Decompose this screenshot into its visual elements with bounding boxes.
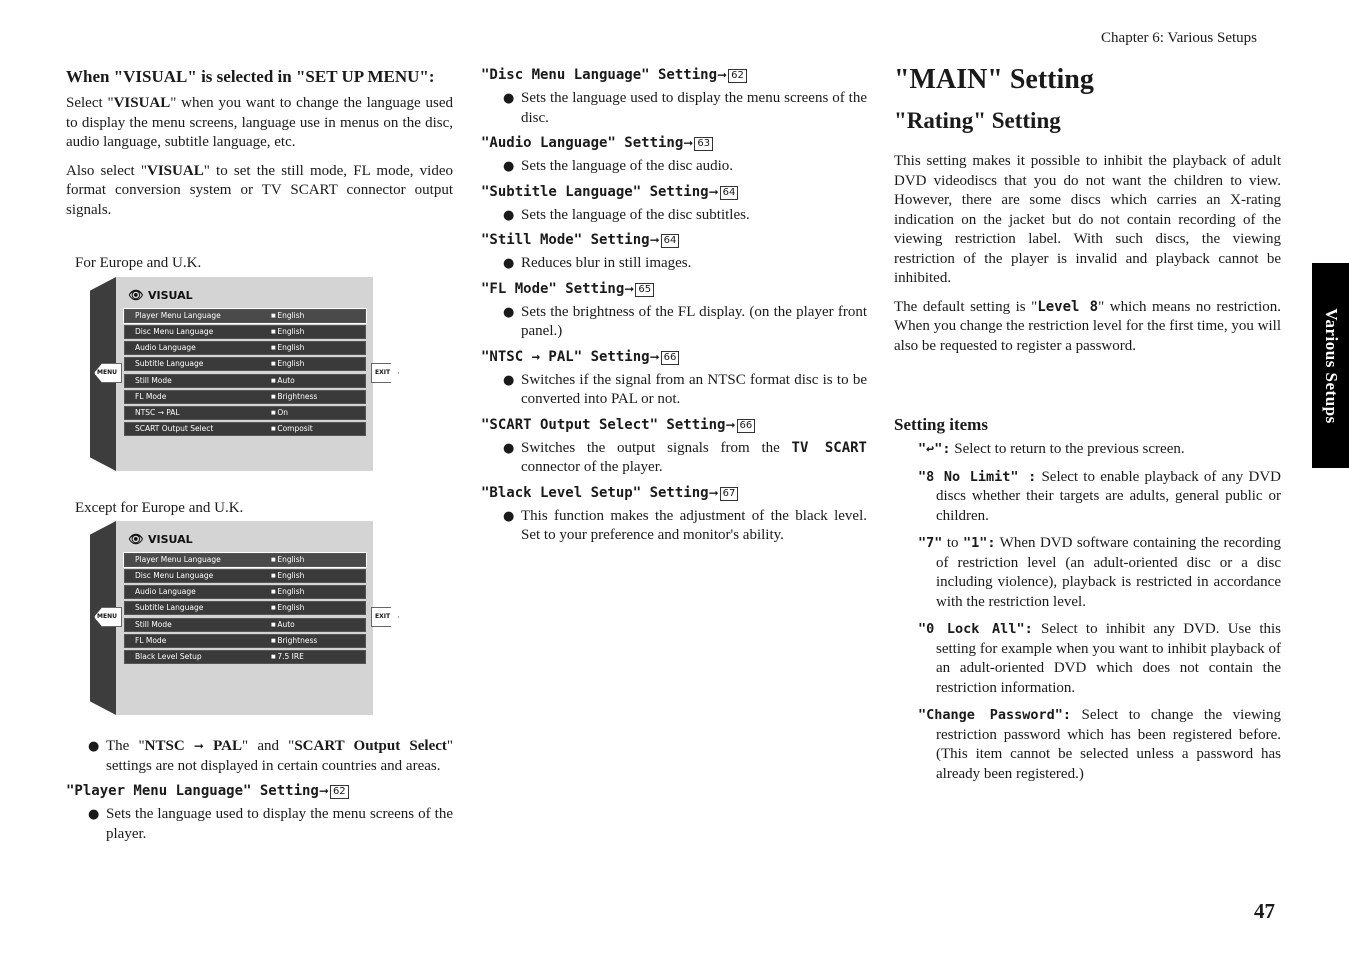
visual-section-heading: When "VISUAL" is selected in "SET UP MENU":: [66, 67, 435, 86]
setting-item: [894, 620, 1281, 698]
menu-row[interactable]: [124, 309, 366, 323]
desc-emphasis: TV SCART: [791, 439, 867, 456]
setting-heading-text: "Still Mode" Setting: [481, 232, 650, 248]
setting-heading: [481, 231, 867, 250]
menu-row-label: Subtitle Language: [135, 359, 204, 368]
setting-item-key: "0 Lock All":: [918, 621, 1033, 637]
setting-heading: [481, 66, 867, 85]
menu-row[interactable]: [124, 553, 366, 567]
setting-item-key: "↩":: [918, 441, 951, 457]
menu-row-value: ■ English: [271, 586, 304, 598]
setting-description: ● Sets the language of the disc subtitles.: [481, 206, 867, 226]
setting-heading: [481, 348, 867, 367]
region-label-other: Except for Europe and U.K.: [75, 500, 244, 516]
menu-row[interactable]: [124, 569, 366, 583]
page-ref: 62: [330, 785, 349, 799]
visual-also-paragraph: Also select "VISUAL" to set the still mode, FL mode, video format conversion system or TV SCART connector output signals.: [66, 162, 454, 218]
menu-row-value: ■ On: [271, 407, 288, 419]
menu-row-label: Disc Menu Language: [135, 327, 214, 336]
menu-row[interactable]: [124, 341, 366, 355]
menu-row-label: Disc Menu Language: [135, 571, 214, 580]
setting-item-key: "7": [918, 535, 943, 551]
menu-row-value: ■ English: [271, 310, 304, 322]
setting-description: [481, 439, 867, 478]
setting-items-heading: Setting items: [894, 415, 988, 434]
eye-icon: 👁: [128, 532, 144, 546]
menu-row[interactable]: [124, 585, 366, 599]
menu-row-label: Audio Language: [135, 587, 196, 596]
menu-row-label: Player Menu Language: [135, 311, 221, 320]
setting-description: ● This function makes the adjustment of the black level. Set to your preference and monitor's ability.: [481, 507, 867, 546]
setting-heading-text: "SCART Output Select" Setting: [481, 416, 726, 433]
setting-item-joiner: to: [942, 535, 963, 551]
menu-row-label: Still Mode: [135, 376, 172, 385]
setting-heading-text: "Black Level Setup" Setting: [481, 484, 709, 501]
setting-item-desc: Select to inhibit any DVD. Use this setting for example when you want to inhibit playback of an adult-oriented DVD which does not contain the restriction information.: [936, 621, 1281, 696]
desc-part: Switches the output signals from the: [521, 439, 792, 456]
column-right: [894, 62, 1281, 792]
page-ref: 63: [694, 137, 713, 151]
setting-heading: [481, 134, 867, 153]
setting-item-key: "8 No Limit" :: [918, 468, 1037, 485]
setting-item: [894, 706, 1281, 784]
setting-description: ● Reduces blur in still images.: [481, 254, 867, 274]
menu-row-value: ■ Brightness: [271, 391, 317, 403]
setting-item-desc: Select to change the viewing restriction password which has been registered before. (This item cannot be selected unless a password has already been registered.): [936, 707, 1281, 782]
exit-button-label: EXIT: [375, 369, 391, 376]
menu-button-label: MENU: [97, 613, 117, 620]
setting-item-desc: Select to return to the previous screen.: [954, 441, 1185, 457]
page-ref: 64: [720, 186, 739, 200]
menu-row-value: ■ English: [271, 602, 304, 614]
page-number: 47: [1254, 899, 1275, 923]
visual-menu-screen-other: [90, 521, 391, 715]
setting-description: ● Sets the language used to display the menu screens of the disc.: [481, 89, 867, 128]
exit-button-label: EXIT: [375, 613, 391, 620]
menu-row-label: Still Mode: [135, 620, 172, 629]
menu-row[interactable]: [124, 618, 366, 632]
menu-row-label: SCART Output Select: [135, 424, 214, 433]
menu-row-value: ■ Composit: [271, 423, 313, 435]
setting-items-list: [894, 440, 1281, 784]
arrow-icon: ➞: [624, 281, 635, 296]
menu-row-value: ■ English: [271, 358, 304, 370]
menu-row-value: ■ Brightness: [271, 635, 317, 647]
menu-row[interactable]: [124, 650, 366, 664]
arrow-icon: ➞: [683, 136, 694, 150]
menu-row-value: ■ English: [271, 570, 304, 582]
menu-row[interactable]: [124, 634, 366, 648]
menu-row-value: ■ Auto: [271, 375, 295, 387]
menu-row-label: Subtitle Language: [135, 603, 204, 612]
player-menu-language-heading: "Player Menu Language" Setting➞ 62: [66, 782, 453, 801]
menu-row[interactable]: [124, 374, 366, 388]
column-left: [66, 66, 453, 229]
main-setting-title: "MAIN" Setting: [894, 64, 1094, 95]
menu-rows: [124, 553, 366, 666]
setting-heading: [481, 183, 867, 202]
arrow-icon: ➞: [725, 417, 736, 432]
player-menu-language-desc: ● Sets the language used to display the menu screens of the player.: [66, 805, 453, 844]
page-ref: 67: [720, 487, 739, 501]
setting-heading-text: "NTSC → PAL" Setting: [481, 348, 650, 365]
menu-row-label: NTSC → PAL: [135, 408, 180, 417]
chapter-header: Chapter 6: Various Setups: [1101, 30, 1257, 46]
menu-row-value: ■ English: [271, 342, 304, 354]
desc-part: connector of the player.: [521, 459, 663, 475]
setting-item: [894, 440, 1281, 460]
menu-row-label: FL Mode: [135, 636, 167, 645]
menu-title: 👁 VISUAL: [124, 288, 193, 302]
menu-row[interactable]: [124, 357, 366, 371]
side-tab: Various Setups: [1312, 263, 1349, 468]
menu-rows: [124, 309, 366, 438]
menu-row[interactable]: [124, 325, 366, 339]
setting-heading: [481, 484, 867, 503]
setting-heading-text: "FL Mode" Setting: [481, 280, 625, 297]
page-ref: 62: [728, 69, 747, 83]
rating-intro-paragraph: This setting makes it possible to inhibit the playback of adult DVD videodiscs that you do not want the children to view. However, there are some discs which carries an X-rating indication on the jacket but do not contain recording of the viewing restriction label. With such discs, the viewing restriction of the player is invalid and playback cannot be inhibited.: [894, 153, 1281, 286]
menu-row-label: Black Level Setup: [135, 652, 202, 661]
region-label-europe: For Europe and U.K.: [75, 255, 202, 271]
arrow-icon: ➞: [649, 233, 660, 247]
menu-row-value: ■ 7.5 IRE: [271, 651, 304, 663]
rating-setting-title: "Rating" Setting: [894, 108, 1061, 133]
menu-row[interactable]: [124, 422, 366, 436]
setting-heading-text: "Subtitle Language" Setting: [481, 183, 709, 200]
page-ref: 64: [661, 234, 680, 248]
menu-row[interactable]: [124, 390, 366, 404]
page-ref: 66: [661, 351, 680, 365]
ntsc-scart-note: ● The "NTSC ➞ PAL" and "SCART Output Select" settings are not displayed in certain countries and areas.: [66, 737, 453, 776]
setting-description: ● Sets the language of the disc audio.: [481, 157, 867, 177]
eye-icon: 👁: [128, 288, 144, 302]
arrow-icon: ➞: [708, 184, 719, 199]
visual-menu-screen-europe: [90, 277, 391, 471]
column-left-lower: [66, 737, 453, 848]
setting-heading-text: "Audio Language" Setting: [481, 135, 684, 151]
page-ref: 66: [737, 419, 756, 433]
arrow-icon: ➞: [717, 68, 728, 82]
setting-item-key: "Change Password":: [918, 707, 1072, 723]
setting-item: [894, 534, 1281, 612]
menu-row[interactable]: [124, 601, 366, 615]
menu-title: 👁 VISUAL: [124, 532, 193, 546]
setting-heading: [481, 416, 867, 435]
menu-row-value: ■ English: [271, 326, 304, 338]
menu-row-value: ■ Auto: [271, 619, 295, 631]
setting-item-desc: When DVD software containing the recording of restriction level (an adult-oriented disc or a disc including violence), playback is restricted in accordance with the restriction level.: [936, 535, 1281, 610]
menu-row-value: ■ English: [271, 554, 304, 566]
visual-intro-paragraph: Select "VISUAL" when you want to change the language used to display the menu screens, language use in menus on the disc, audio language, subtitle language, etc.: [66, 95, 453, 150]
setting-description: ● Sets the brightness of the FL display. (on the player front panel.): [481, 303, 867, 342]
arrow-icon: ➞: [708, 485, 719, 500]
setting-heading-text: "Disc Menu Language" Setting: [481, 67, 718, 83]
setting-item-key: "1":: [962, 535, 996, 551]
page-ref: 65: [635, 283, 654, 297]
setting-item: [894, 468, 1281, 527]
rating-default-paragraph: The default setting is "Level 8" which means no restriction. When you change the restriction level for the first time, you will also be requested to register a password.: [894, 298, 1281, 354]
setting-heading: [481, 280, 867, 299]
arrow-icon: ➞: [649, 349, 660, 364]
setting-description: ● Switches if the signal from an NTSC format disc is to be converted into PAL or not.: [481, 371, 867, 410]
setting-item-desc: Select to enable playback of any DVD discs whether their targets are adults, general public or children.: [936, 468, 1282, 524]
menu-row[interactable]: [124, 406, 366, 420]
menu-row-label: Player Menu Language: [135, 555, 221, 564]
column-middle: [481, 66, 867, 550]
menu-row-label: Audio Language: [135, 343, 196, 352]
menu-button-label: MENU: [97, 369, 117, 376]
menu-row-label: FL Mode: [135, 392, 167, 401]
